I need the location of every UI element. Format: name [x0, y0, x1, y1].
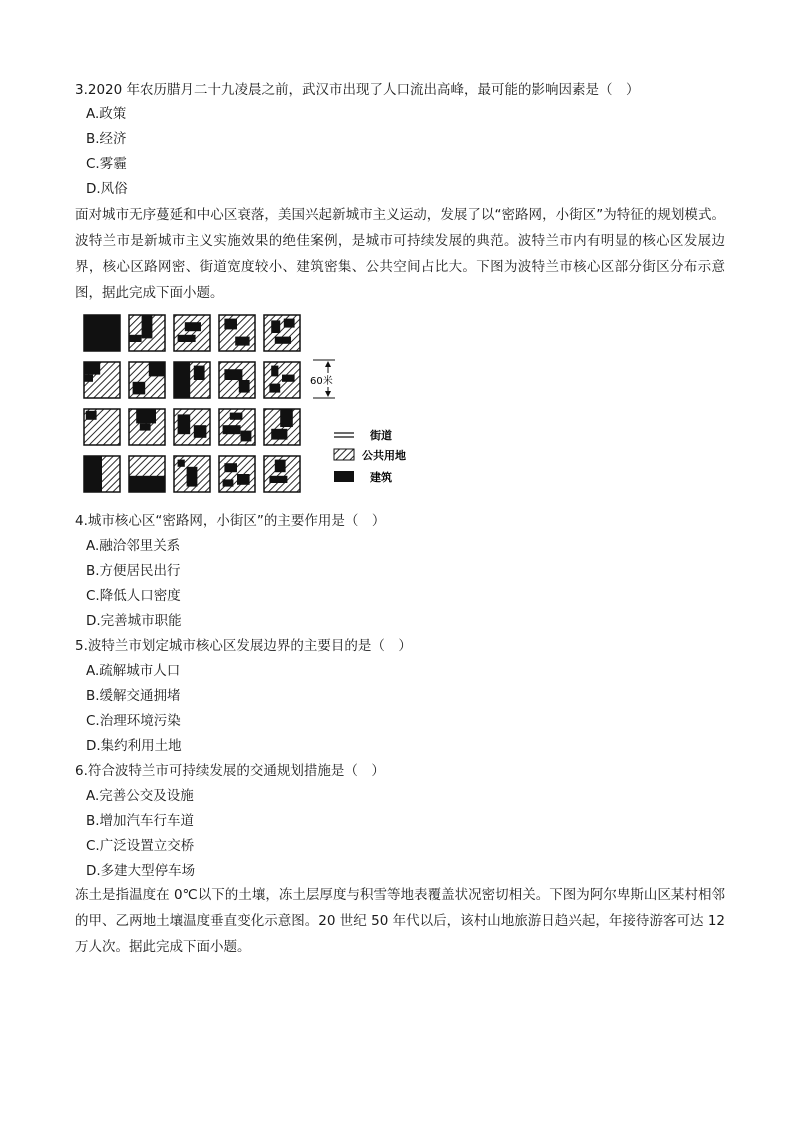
building-footprint — [230, 413, 243, 420]
building-footprint — [142, 315, 153, 338]
building-footprint — [223, 425, 241, 434]
building-footprint — [275, 460, 286, 473]
building-footprint — [275, 337, 291, 344]
legend-building-symbol — [334, 471, 354, 482]
block-diagram — [80, 312, 420, 498]
building-footprint — [284, 319, 295, 328]
legend-public-land-symbol — [334, 449, 354, 460]
building-footprint — [282, 375, 295, 382]
question-3-option-a: A.政策 — [86, 106, 127, 122]
building-footprint — [224, 369, 242, 380]
building-footprint — [129, 335, 142, 342]
building-footprint — [194, 425, 207, 438]
building-footprint — [185, 322, 201, 331]
question-6-stem: 6.符合波特兰市可持续发展的交通规划措施是（ ） — [75, 763, 385, 779]
scale-label: 60米 — [310, 376, 333, 387]
building-footprint — [241, 431, 252, 442]
building-footprint — [269, 476, 287, 483]
question-6-option-c: C.广泛设置立交桥 — [86, 838, 195, 854]
question-5-option-d: D.集约利用土地 — [86, 738, 182, 754]
building-footprint — [149, 362, 165, 376]
question-3-option-c: C.雾霾 — [86, 156, 127, 172]
question-3-option-b: B.经济 — [86, 131, 127, 147]
building-footprint — [224, 319, 237, 330]
question-5-option-a: A.疏解城市人口 — [86, 663, 181, 679]
building-footprint — [269, 384, 280, 393]
question-6-option-d: D.多建大型停车场 — [86, 863, 196, 879]
building-footprint — [271, 429, 287, 440]
building-footprint — [84, 362, 100, 375]
building-footprint — [237, 474, 250, 485]
legend-building-label: 建筑 — [370, 471, 392, 484]
building-footprint — [86, 411, 97, 420]
building-footprint — [271, 366, 278, 377]
building-footprint — [84, 375, 93, 382]
question-4-option-a: A.融洽邻里关系 — [86, 538, 181, 554]
question-5-stem: 5.波特兰市划定城市核心区发展边界的主要目的是（ ） — [75, 638, 412, 654]
building-footprint — [84, 315, 120, 351]
building-footprint — [178, 460, 185, 467]
scale-bar — [309, 360, 335, 398]
legend-public-land-label: 公共用地 — [362, 449, 406, 462]
building-footprint — [280, 409, 293, 427]
building-footprint — [178, 414, 191, 434]
building-footprint — [136, 409, 156, 423]
building-footprint — [223, 479, 234, 486]
legend — [334, 428, 406, 484]
question-3-option-d: D.风俗 — [86, 181, 128, 197]
question-4-option-c: C.降低人口密度 — [86, 588, 181, 604]
building-footprint — [224, 463, 237, 472]
question-4-stem: 4.城市核心区“密路网，小街区”的主要作用是（ ） — [75, 513, 386, 529]
question-6-option-a: A.完善公交及设施 — [86, 788, 194, 804]
question-5-option-c: C.治理环境污染 — [86, 713, 181, 729]
passage-frozen-soil: 冻土是指温度在 0℃以下的土壤，冻土层厚度与积雪等地表覆盖状况密切相关。下图为阿尔卑斯山区某村相邻的甲、乙两地土壤温度垂直变化示意图。20 世纪 50 年代以后，该村山地旅游日趋兴起，年接待游客可达 12 万人次。据此完成下面小题。 — [75, 887, 725, 955]
building-footprint — [235, 337, 249, 346]
building-footprint — [133, 382, 146, 395]
question-6-option-b: B.增加汽车行车道 — [86, 813, 195, 829]
building-footprint — [174, 362, 190, 398]
question-4-option-b: B.方便居民出行 — [86, 563, 181, 579]
question-5-option-b: B.缓解交通拥堵 — [86, 688, 181, 704]
passage-portland: 面对城市无序蔓延和中心区衰落，美国兴起新城市主义运动，发展了以“密路网，小街区”为特征的规划模式。波特兰市是新城市主义实施效果的绝佳案例，是城市可持续发展的典范。波特兰市内有明显的核心区发展边界，核心区路网密、街道宽度较小、建筑密集、公共空间占比大。下图为波特兰市核心区部分街区分布示意图，据此完成下面小题。 — [75, 207, 725, 301]
building-footprint — [129, 476, 165, 492]
building-footprint — [194, 366, 205, 380]
building-footprint — [187, 467, 198, 487]
building-footprint — [140, 423, 151, 430]
question-3-stem: 3.2020 年农历腊月二十九凌晨之前，武汉市出现了人口流出高峰，最可能的影响因素是（ ） — [75, 82, 640, 98]
building-footprint — [239, 380, 250, 393]
question-4-option-d: D.完善城市职能 — [86, 613, 182, 629]
legend-street-label: 街道 — [370, 429, 392, 442]
building-footprint — [178, 335, 196, 342]
portland-blocks-figure — [80, 312, 420, 498]
city-block-public-land — [174, 315, 210, 351]
building-footprint — [271, 320, 280, 333]
building-footprint — [84, 456, 102, 492]
